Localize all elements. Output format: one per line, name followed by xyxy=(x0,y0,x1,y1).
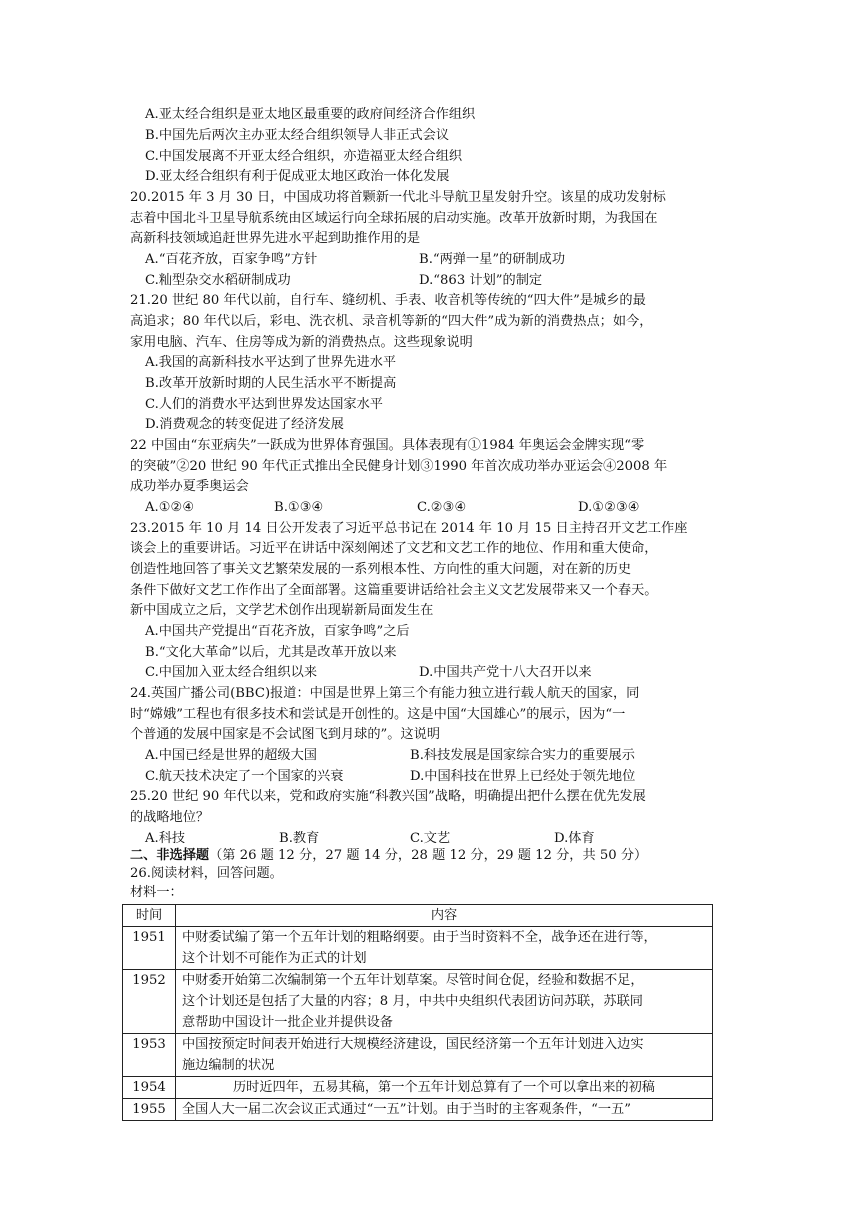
q24-option-a: A.中国已经是世界的超级大国 xyxy=(145,748,317,763)
q24-stem-line: 时“嫦娥”工程也有很多技术和尝试是开创性的。这是中国“大国雄心”的展示，因为“一 xyxy=(130,707,626,722)
q21-option-b: B.改革开放新时期的人民生活水平不断提高 xyxy=(145,376,397,391)
row-content xyxy=(176,970,713,1034)
row-content-line: 这个计划还是包括了大量的内容；8 月，中共中央组织代表团访问苏联，苏联同 xyxy=(182,994,643,1009)
q21-option-d: D.消费观念的转变促进了经济发展 xyxy=(145,417,344,432)
q25-option-c: C.文艺 xyxy=(410,831,451,846)
q22-option-c: C.②③④ xyxy=(417,500,467,515)
row-year: 1954 xyxy=(123,1077,176,1099)
q26-stem: 26.阅读材料，回答问题。 xyxy=(130,866,283,881)
column-header-content: 内容 xyxy=(176,905,713,927)
row-content xyxy=(176,927,713,970)
q21-option-a: A.我国的高新科技水平达到了世界先进水平 xyxy=(145,355,397,370)
row-content xyxy=(176,1077,713,1099)
q23-option-c: C.中国加入亚太经合组织以来 xyxy=(145,665,318,680)
q24-option-d: D.中国科技在世界上已经处于领先地位 xyxy=(410,769,636,784)
row-year: 1953 xyxy=(123,1034,176,1077)
table-row xyxy=(123,1099,713,1121)
row-content-line: 施边编制的状况 xyxy=(182,1058,275,1073)
q24-option-b: B.科技发展是国家综合实力的重要展示 xyxy=(410,748,635,763)
row-content-line: 中财委试编了第一个五年计划的粗略纲要。由于当时资料不全，战争还在进行等， xyxy=(182,930,657,945)
q20-stem-line: 高新科技领域追赶世界先进水平起到助推作用的是 xyxy=(130,231,421,246)
q22-option-b: B.①③④ xyxy=(274,500,324,515)
q21-stem-line: 21.20 世纪 80 年代以前，自行车、缝纫机、手表、收音机等传统的“四大件”是城乡的最 xyxy=(130,293,646,308)
q19-option-b: B.中国先后两次主办亚太经合组织领导人非正式会议 xyxy=(145,128,450,143)
q22-stem-line: 成功举办夏季奥运会 xyxy=(130,479,249,494)
q21-option-c: C.人们的消费水平达到世界发达国家水平 xyxy=(145,397,383,412)
row-content xyxy=(176,1034,713,1077)
q23-option-d: D.中国共产党十八大召开以来 xyxy=(419,665,592,680)
row-year: 1952 xyxy=(123,970,176,1034)
q23-option-b: B.“文化大革命”以后，尤其是改革开放以来 xyxy=(145,645,397,660)
row-content-line: 历时近四年，五易其稿，第一个五年计划总算有了一个可以拿出来的初稿 xyxy=(233,1080,655,1095)
table-header-row xyxy=(123,905,713,927)
row-content xyxy=(176,1099,713,1121)
column-header-time: 时间 xyxy=(123,905,176,927)
q20-option-b: B.“两弹一星”的研制成功 xyxy=(419,252,566,267)
row-content-line: 中财委开始第二次编制第一个五年计划草案。尽管时间仓促，经验和数据不足， xyxy=(182,973,644,988)
row-content-line: 这个计划不可能作为正式的计划 xyxy=(182,951,367,966)
q23-option-a: A.中国共产党提出“百花齐放，百家争鸣”之后 xyxy=(145,624,410,639)
q21-stem-line: 家用电脑、汽车、住房等成为新的消费热点。这些现象说明 xyxy=(130,335,473,350)
q23-stem-line: 创造性地回答了事关文艺繁荣发展的一系列根本性、方向性的重大问题，对在新的历史 xyxy=(130,562,632,577)
q19-option-d: D.亚太经合组织有利于促成亚太地区政治一体化发展 xyxy=(145,169,450,184)
q22-stem-line: 的突破”②20 世纪 90 年代正式推出全民健身计划③1990 年首次成功举办亚运会④2008 年 xyxy=(130,459,668,474)
q20-stem-line: 志着中国北斗卫星导航系统由区域运行向全球拓展的启动实施。改革开放新时期，为我国在 xyxy=(130,211,658,226)
row-content-line: 全国人大一届二次会议正式通过“一五”计划。由于当时的主客观条件，“一五” xyxy=(182,1102,631,1117)
q25-stem-line: 的战略地位？ xyxy=(130,810,210,825)
q24-option-c: C.航天技术决定了一个国家的兴衰 xyxy=(145,769,344,784)
q24-stem-line: 24.英国广播公司(BBC)报道：中国是世界上第三个有能力独立进行载人航天的国家，同 xyxy=(130,686,640,701)
material-label: 材料一： xyxy=(130,885,183,900)
q25-option-b: B.教育 xyxy=(279,831,320,846)
row-content-line: 意帮助中国设计一批企业并提供设备 xyxy=(182,1015,393,1030)
section-title: 二、非选择题 xyxy=(130,848,210,863)
q19-option-c: C.中国发展离不开亚太经合组织，亦造福亚太经合组织 xyxy=(145,149,463,164)
q20-option-c: C.籼型杂交水稻研制成功 xyxy=(145,273,291,288)
row-year: 1955 xyxy=(123,1099,176,1121)
q19-option-a: A.亚太经合组织是亚太地区最重要的政府间经济合作组织 xyxy=(145,107,476,122)
q23-stem-line: 23.2015 年 10 月 14 日公开发表了习近平总书记在 2014 年 10 月 15 日主持召开文艺工作座 xyxy=(130,521,688,536)
q23-stem-line: 条件下做好文艺工作作出了全面部署。这篇重要讲话给社会主义文艺发展带来又一个春天。 xyxy=(130,583,658,598)
table-row xyxy=(123,1077,713,1099)
section-note: （第 26 题 12 分，27 题 14 分，28 题 12 分，29 题 12 分，共 50 分） xyxy=(209,848,648,863)
q20-option-a: A.“百花齐放，百家争鸣”方针 xyxy=(145,252,318,267)
row-content-line: 中国按预定时间表开始进行大规模经济建设，国民经济第一个五年计划进入边实 xyxy=(182,1037,644,1052)
q25-option-a: A.科技 xyxy=(145,831,186,846)
q22-option-d: D.①②③④ xyxy=(578,500,640,515)
q24-stem-line: 个普通的发展中国家是不会试图飞到月球的”。这说明 xyxy=(130,727,441,742)
q20-option-d: D.“863 计划”的制定 xyxy=(419,273,543,288)
q23-stem-line: 谈会上的重要讲话。习近平在讲话中深刻阐述了文艺和文艺工作的地位、作用和重大使命， xyxy=(130,541,658,556)
q21-stem-line: 高追求；80 年代以后，彩电、洗衣机、录音机等新的“四大件”成为新的消费热点；如今， xyxy=(130,314,653,329)
table-row xyxy=(123,1034,713,1077)
q25-option-d: D.体育 xyxy=(554,831,595,846)
q25-stem-line: 25.20 世纪 90 年代以来，党和政府实施“科教兴国”战略，明确提出把什么摆在优先发展 xyxy=(130,789,646,804)
q23-stem-line: 新中国成立之后，文学艺术创作出现崭新局面发生在 xyxy=(130,603,434,618)
q22-stem-line: 22 中国由“东亚病失”一跃成为世界体育强国。具体表现有①1984 年奥运会金牌实现“零 xyxy=(130,438,645,453)
material-table xyxy=(122,904,713,1121)
q22-option-a: A.①②④ xyxy=(145,500,195,515)
table-row xyxy=(123,927,713,970)
table-row xyxy=(123,970,713,1034)
q20-stem-line: 20.2015 年 3 月 30 日，中国成功将首颗新一代北斗导航卫星发射升空。该星的成功发射标 xyxy=(130,190,666,205)
row-year: 1951 xyxy=(123,927,176,970)
